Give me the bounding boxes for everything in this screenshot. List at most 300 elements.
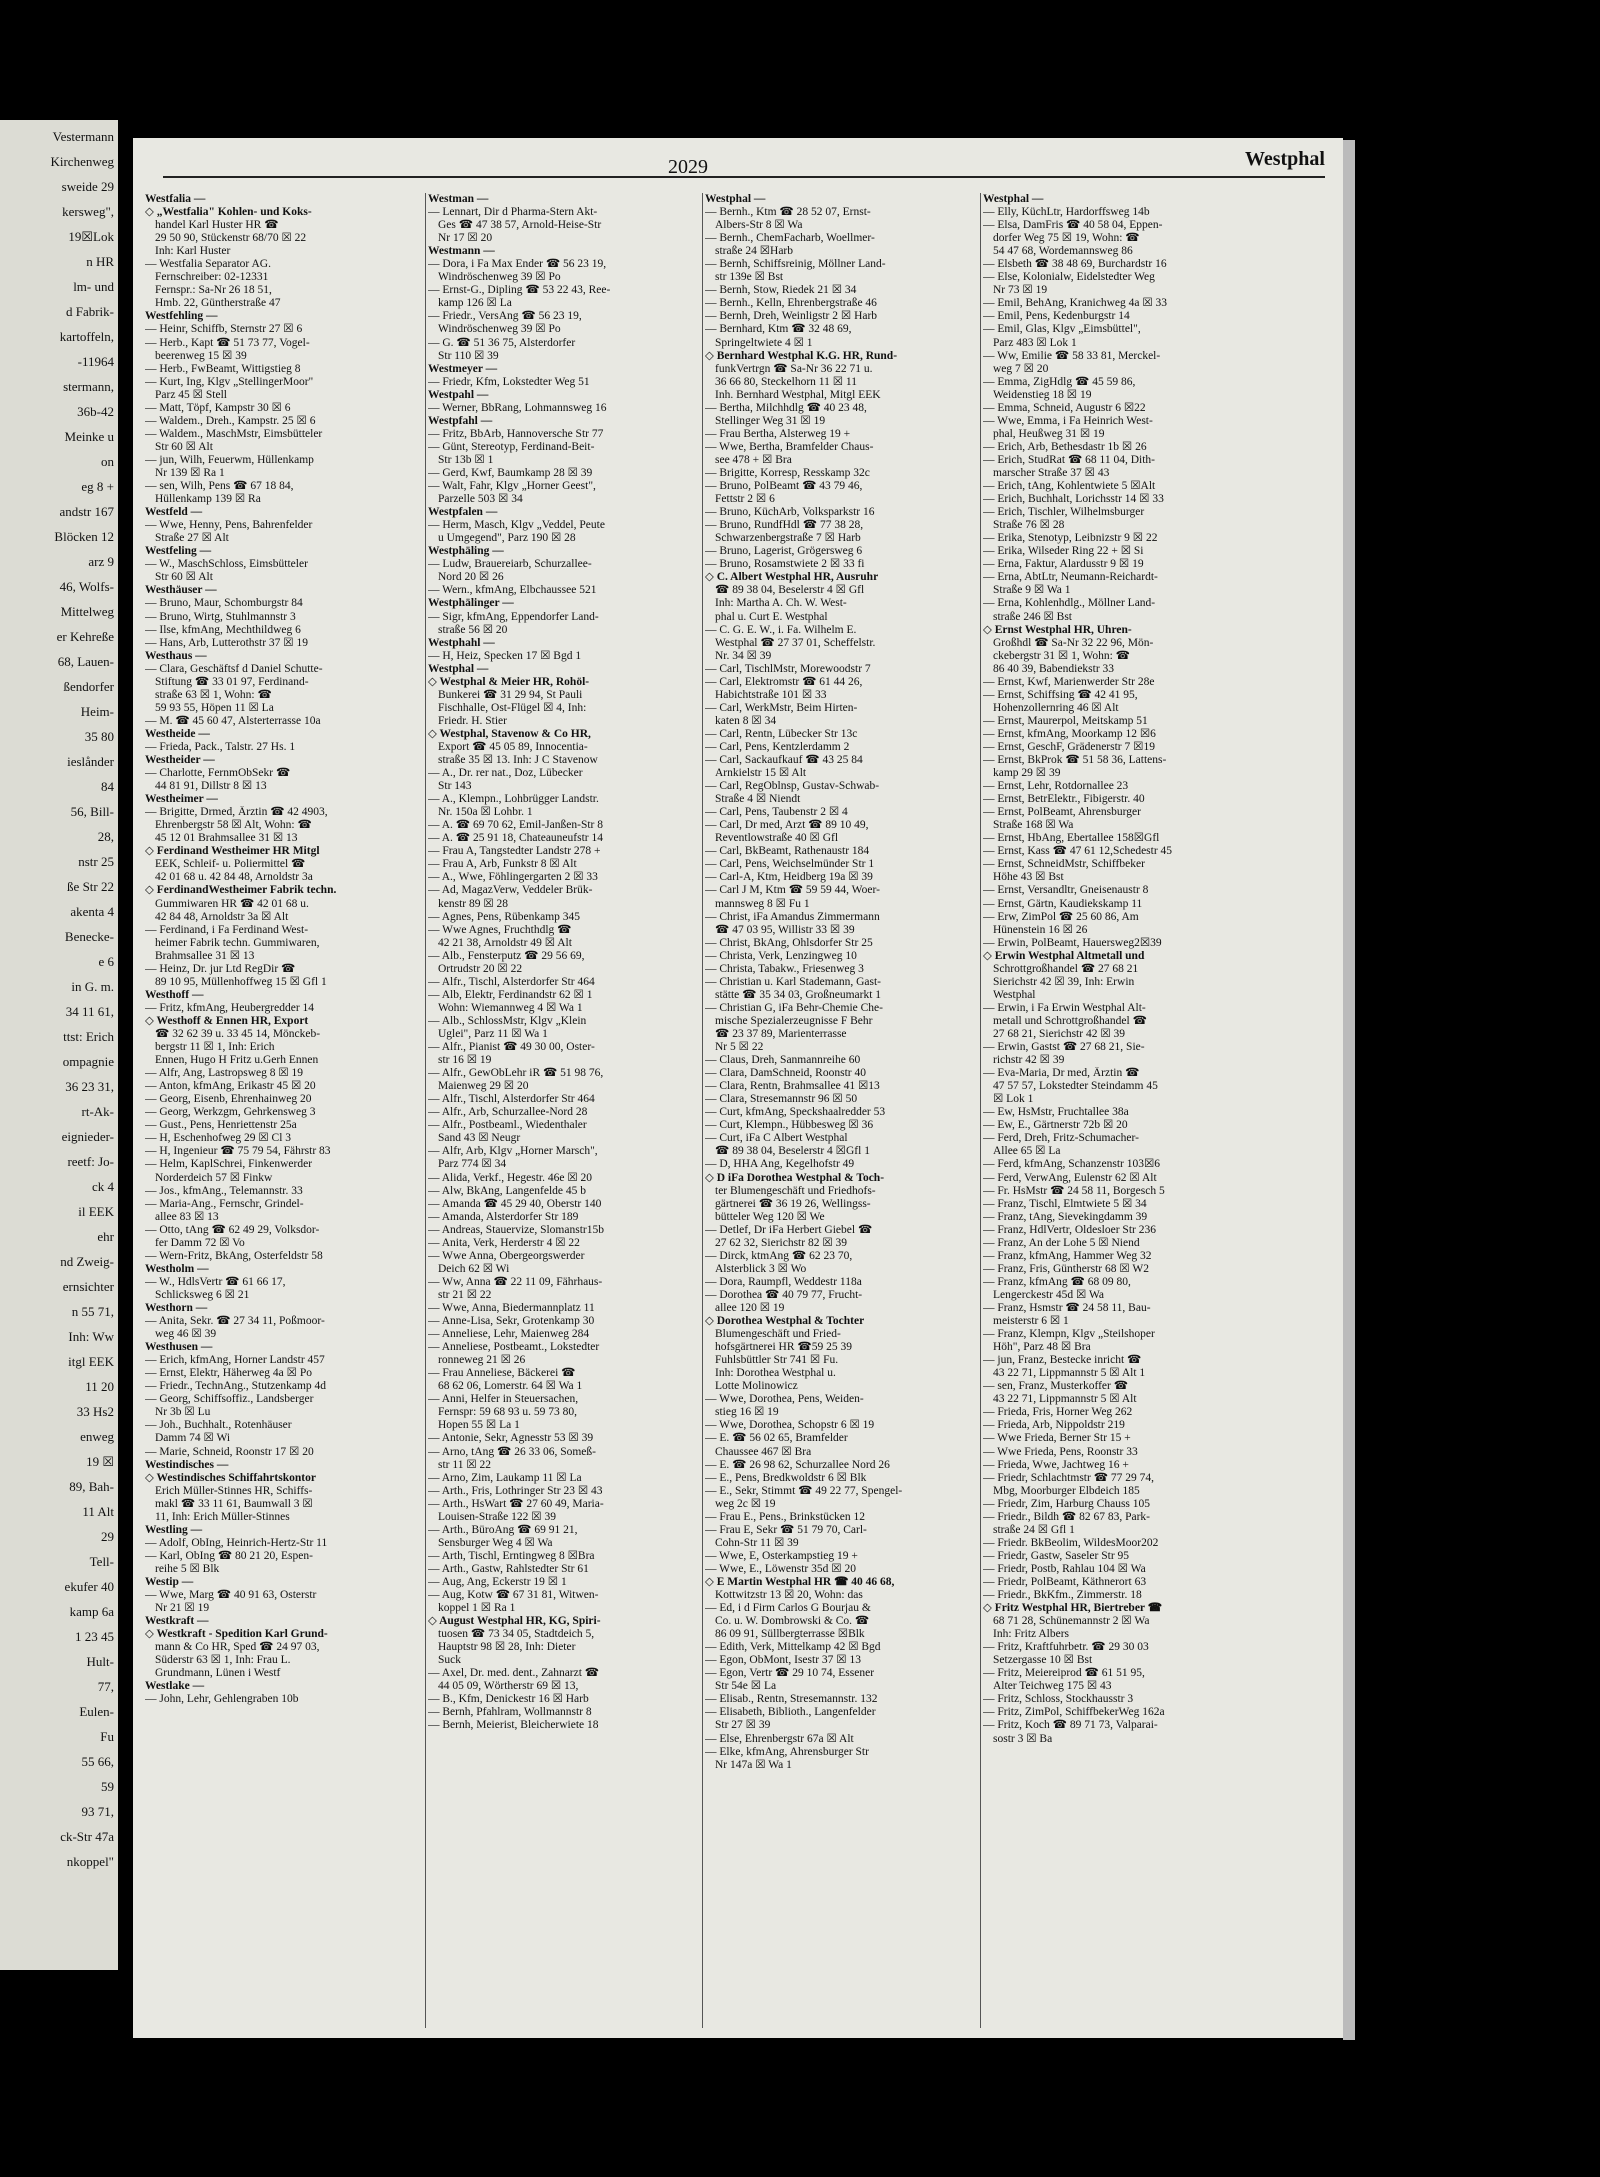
directory-entry-line: ☎ 47 03 95, Willistr 33 ☒ 39 — [715, 923, 855, 936]
directory-entry-line: — Wwe, E, Osterkampstieg 19 + — [705, 1549, 858, 1562]
directory-entry-line: katen 8 ☒ 34 — [715, 714, 777, 727]
directory-entry-line: — Werner, BbRang, Lohmannsweg 16 — [428, 401, 607, 414]
directory-entry-line: — Ad, MagazVerw, Veddeler Brük- — [428, 884, 593, 897]
directory-entry-line: — Friedr., TechnAng., Stutzenkamp 4d — [145, 1380, 327, 1393]
left-page-text-fragment: 77, — [97, 1679, 114, 1694]
directory-entry-line: — Fr. HsMstr ☎ 24 58 11, Borgesch 5 — [983, 1184, 1165, 1197]
directory-entry-line: Weidenstieg 18 ☒ 19 — [993, 388, 1092, 401]
directory-entry-line: — Carl-A, Ktm, Heidberg 19a ☒ 39 — [705, 871, 873, 884]
directory-entry-line: — Bernh, Meierist, Bleicherwiete 18 — [428, 1719, 599, 1732]
left-page-text-fragment: sweide 29 — [61, 179, 114, 194]
directory-entry-line: koppel 1 ☒ Ra 1 — [438, 1602, 516, 1615]
directory-entry-line: allee 83 ☒ 13 — [155, 1210, 219, 1223]
directory-entry-line: Inh. Bernhard Westphal, Mitgl EEK — [715, 388, 881, 401]
directory-entry-line: — Frau E., Pens., Brinkstücken 12 — [705, 1510, 866, 1523]
directory-entry-line: — Bruno, Maur, Schomburgstr 84 — [145, 597, 303, 610]
name-heading: Westphälinger — — [428, 597, 514, 610]
directory-entry-line: — Ew, HsMstr, Fruchtallee 38a — [983, 1106, 1129, 1119]
directory-entry-line: bütteler Weg 120 ☒ We — [715, 1210, 825, 1223]
left-page-text-fragment: Meinke u — [64, 429, 114, 444]
left-page-text-fragment: 19☒Lok — [68, 229, 114, 244]
directory-entry-line: 44 81 91, Dillstr 8 ☒ 13 — [155, 780, 267, 793]
directory-entry-line: Allee 65 ☒ La — [993, 1145, 1061, 1158]
directory-entry-line: Blumengeschäft und Fried- — [715, 1328, 841, 1341]
directory-entry-line: — Emma, Schneid, Augustr 6 ☒22 — [983, 401, 1146, 414]
left-page-text-fragment: eignieder- — [61, 1129, 114, 1144]
left-page-text-fragment: 11 20 — [85, 1379, 114, 1394]
directory-entry-line: Fernschreiber: 02-12331 — [155, 271, 269, 284]
column-divider — [702, 193, 703, 2028]
directory-entry-line: mann & Co HR, Sped ☎ 24 97 03, — [155, 1641, 320, 1654]
name-heading: Westmeyer — — [428, 362, 498, 375]
directory-entry-line: — E. ☎ 56 02 65, Bramfelder — [705, 1432, 848, 1445]
left-page-text-fragment: stermann, — [63, 379, 114, 394]
directory-entry-line: — Erich, StudRat ☎ 68 11 04, Dith- — [983, 453, 1156, 466]
directory-entry-line: — Ernst, BetrElektr., Fibigerstr. 40 — [983, 793, 1145, 806]
directory-entry-line: Inh: Karl Huster — [155, 245, 231, 258]
directory-entry-line: Chaussee 467 ☒ Bra — [715, 1445, 812, 1458]
directory-entry-line: — Gust., Pens, Henriettenstr 25a — [145, 1119, 297, 1132]
directory-entry-line: Inh: Dorothea Westphal u. — [715, 1367, 836, 1380]
left-page-text-fragment: 93 71, — [81, 1804, 114, 1819]
directory-entry-line: — Ernst, Kwf, Marienwerder Str 28e — [983, 675, 1155, 688]
directory-entry-line: — Friedr., VersAng ☎ 56 23 19, — [428, 310, 582, 323]
name-heading: Westphal — — [705, 193, 766, 205]
name-heading: Westfeld — — [145, 506, 203, 519]
directory-entry-line: — Wwe, Anna, Biedermannplatz 11 — [428, 1301, 595, 1314]
directory-entry-line: Alsterblick 3 ☒ Wo — [715, 1262, 807, 1275]
directory-entry-line: — Anni, Helfer in Steuersachen, — [428, 1393, 579, 1406]
name-heading: Westlake — — [145, 1680, 205, 1693]
directory-entry-line: 36 66 80, Steckelhorn 11 ☒ 11 — [715, 375, 858, 388]
directory-entry-line: Hauptstr 98 ☒ 28, Inh: Dieter — [438, 1641, 576, 1654]
directory-entry-line: — Aug, Ang, Eckerstr 19 ☒ 1 — [428, 1575, 567, 1588]
column-divider — [980, 193, 981, 2028]
directory-entry-line: 11, Inh: Erich Müller-Stinnes — [155, 1510, 290, 1523]
directory-entry-line: EEK, Schleif- u. Poliermittel ☎ — [155, 858, 306, 871]
directory-entry-line: — Ernst, Versandltr, Gneisenaustr 8 — [983, 884, 1149, 897]
directory-entry-line: — Georg, Werkzgm, Gehrkensweg 3 — [145, 1106, 316, 1119]
left-page-text-fragment: enweg — [80, 1429, 114, 1444]
directory-entry-line: — Bernh., Kelln, Ehrenbergstraße 46 — [705, 297, 877, 310]
left-page-text-fragment: in G. m. — [71, 979, 114, 994]
directory-entry-line: — D, HHA Ang, Kegelhofstr 49 — [705, 1158, 855, 1171]
directory-entry-line: — Friedr., BkKfm., Zimmerstr. 18 — [983, 1589, 1142, 1602]
directory-entry-line: — Erich, Buchhalt, Lorichsstr 14 ☒ 33 — [983, 493, 1164, 506]
directory-entry-line: — Christ, iFa Amandus Zimmermann — [705, 910, 880, 923]
directory-entry-line: — Bruno, Lagerist, Grögersweg 6 — [705, 545, 863, 558]
directory-entry-line: — Frieda, Pack., Talstr. 27 Hs. 1 — [145, 740, 296, 753]
directory-entry-line: 27 68 21, Sierichstr 42 ☒ 39 — [993, 1028, 1126, 1040]
directory-entry-line: — Bernh, Stow, Riedek 21 ☒ 34 — [705, 284, 857, 297]
directory-entry-line: weg 2c ☒ 19 — [715, 1497, 776, 1510]
directory-entry-line: Hüllenkamp 139 ☒ Ra — [155, 493, 261, 506]
directory-entry-line: — Franz, Fris, Güntherstr 68 ☒ W2 — [983, 1262, 1149, 1275]
name-heading: Westkraft — — [145, 1615, 209, 1628]
directory-entry-line: — Alfr., Tischl, Alsterdorfer Str 464 — [428, 1093, 595, 1106]
left-page-text-fragment: ernsichter — [62, 1279, 114, 1294]
directory-entry-line: ☎ 89 38 04, Beselerstr 4 ☒ Gfl — [715, 584, 865, 597]
directory-entry-line: Kottwitzstr 13 ☒ 20, Wohn: das — [715, 1589, 863, 1602]
directory-entry-line: — Wwe, Bertha, Bramfelder Chaus- — [705, 440, 874, 453]
column-4 — [983, 193, 1263, 2028]
directory-entry-line: — Alb., Fensterputz ☎ 29 56 69, — [428, 949, 585, 962]
directory-entry-line: phal, Heußweg 31 ☒ 19 — [993, 427, 1105, 440]
directory-entry-line: — Aug, Kotw ☎ 67 31 81, Witwen- — [428, 1589, 599, 1602]
directory-entry-line: — Bruno, PolBeamt ☎ 43 79 46, — [705, 480, 863, 493]
directory-entry-line: ◇ E Martin Westphal HR ☎ 40 46 68, — [705, 1575, 895, 1588]
directory-entry-line: — Arth., Gastw, Rahlstedter Str 61 — [428, 1562, 589, 1575]
directory-entry-line: 68 62 06, Lomerstr. 64 ☒ Wa 1 — [438, 1380, 583, 1393]
directory-entry-line: — Anneliese, Lehr, Maienweg 284 — [428, 1328, 590, 1341]
directory-entry-line: — Otto, tAng ☎ 62 49 29, Volksdor- — [145, 1223, 320, 1236]
directory-entry-line: — Heinz, Dr. jur Ltd RegDir ☎ — [145, 962, 296, 975]
directory-entry-line: — Anne-Lisa, Sekr, Grotenkamp 30 — [428, 1315, 595, 1328]
name-heading: Westpfahl — — [428, 414, 493, 427]
directory-entry-line: — Bruno, RundfHdl ☎ 77 38 28, — [705, 519, 864, 532]
left-page-text-fragment: e 6 — [98, 954, 114, 969]
name-heading: Westfalia — — [145, 193, 206, 205]
directory-entry-line: — Erwin, Gastst ☎ 27 68 21, Sie- — [983, 1041, 1145, 1054]
directory-entry-line: — Arno, Zim, Laukamp 11 ☒ La — [428, 1471, 582, 1484]
directory-entry-line: ◇ D iFa Dorothea Westphal & Toch- — [705, 1171, 885, 1184]
directory-entry-line: — Heinr, Schiffb, Sternstr 27 ☒ 6 — [145, 323, 303, 336]
directory-entry-line: — Curt, iFa C Albert Westphal — [705, 1132, 848, 1145]
left-page-text-fragment: ßendorfer — [63, 679, 114, 694]
left-page-text-fragment: Mittelweg — [60, 604, 114, 619]
directory-entry-line: ◇ Ernst Westphal HR, Uhren- — [983, 623, 1132, 636]
left-page-text-fragment: nkoppel" — [66, 1854, 114, 1869]
left-page-text-fragment: Benecke- — [64, 929, 114, 944]
directory-entry-line: — Herm, Masch, Klgv „Veddel, Peute — [428, 519, 605, 532]
directory-entry-line: Grundmann, Lünen i Westf — [155, 1667, 281, 1680]
directory-entry-line: — Friedr, Gastw, Saseler Str 95 — [983, 1549, 1130, 1562]
left-page-text-fragment: ompagnie — [62, 1054, 114, 1069]
left-page-text-fragment: lm- und — [73, 279, 114, 294]
directory-entry-line: allee 120 ☒ 19 — [715, 1301, 785, 1314]
name-heading: Westindisches — — [145, 1458, 229, 1471]
directory-entry-line: — Wwe, Dorothea, Pens, Weiden- — [705, 1393, 864, 1406]
directory-entry-line: Westphal ☎ 27 37 01, Scheffelstr. — [715, 636, 876, 649]
directory-entry-line: — Emil, Pens, Kedenburgstr 14 — [983, 310, 1130, 323]
directory-entry-line: — Walt, Fahr, Klgv „Horner Geest", — [428, 480, 596, 493]
directory-entry-line: — Carl, Elektromstr ☎ 61 44 26, — [705, 675, 863, 688]
left-page-text-fragment: reetf: Jo- — [67, 1154, 114, 1169]
directory-entry-line: ◇ Bernhard Westphal K.G. HR, Rund- — [705, 349, 898, 362]
directory-entry-line: straße 246 ☒ Bst — [993, 610, 1072, 623]
directory-entry-line: makl ☎ 33 11 61, Baumwall 3 ☒ — [155, 1497, 313, 1510]
directory-entry-line: Hopen 55 ☒ La 1 — [438, 1419, 520, 1432]
directory-entry-line: — jun, Franz, Bestecke inricht ☎ — [983, 1354, 1142, 1367]
directory-entry-line: — Edith, Verk, Mittelkamp 42 ☒ Bgd — [705, 1641, 881, 1654]
directory-entry-line: ◇ FerdinandWestheimer Fabrik techn. — [145, 884, 337, 897]
directory-entry-line: Str 54e ☒ La — [715, 1680, 777, 1693]
directory-entry-line: — Bertha, Milchhdlg ☎ 40 23 48, — [705, 401, 867, 414]
directory-entry-line: — Wwe, Marg ☎ 40 91 63, Osterstr — [145, 1589, 317, 1602]
directory-entry-line: Maienweg 29 ☒ 20 — [438, 1080, 529, 1093]
name-heading: Westling — — [145, 1523, 203, 1536]
directory-entry-line: — Waldem., MaschMstr, Eimsbütteler — [145, 427, 323, 440]
directory-entry-line: — Ferd, Dreh, Fritz-Schumacher- — [983, 1132, 1139, 1145]
directory-entry-line: dorfer Weg 75 ☒ 19, Wohn: ☎ — [993, 232, 1140, 245]
directory-entry-line: — Andreas, Stauervize, Slomanstr15b — [428, 1223, 604, 1236]
directory-entry-line: — Frieda, Wwe, Jachtweg 16 + — [983, 1458, 1129, 1471]
name-heading: Westpfalen — — [428, 506, 498, 519]
directory-entry-line: — Alida, Verkf., Hegestr. 46e ☒ 20 — [428, 1171, 593, 1184]
left-page-text-fragment: kersweg", — [62, 204, 114, 219]
directory-entry-line: — Bernh., Ktm ☎ 28 52 07, Ernst- — [705, 206, 871, 219]
directory-entry-line: 86 09 91, Süllbergterrasse ☒Blk — [715, 1628, 865, 1641]
directory-entry-line: — Erna, Faktur, Alardusstr 9 ☒ 19 — [983, 558, 1144, 571]
directory-entry-line: — Brigitte, Drmed, Ärztin ☎ 42 4903, — [145, 806, 328, 819]
directory-entry-line: ◇ Westhoff & Ennen HR, Export — [145, 1014, 309, 1027]
directory-entry-line: — Wern-Fritz, BkAng, Osterfeldstr 58 — [145, 1249, 323, 1262]
directory-entry-line: handel Karl Huster HR ☎ — [155, 219, 279, 232]
directory-entry-line: — Alb., SchlossMstr, Klgv „Klein — [428, 1014, 587, 1027]
directory-entry-line: Uglei", Parz 11 ☒ Wa 1 — [438, 1028, 548, 1040]
directory-entry-line: Parzelle 503 ☒ 34 — [438, 493, 523, 506]
name-heading: Westphal — — [983, 193, 1044, 205]
column-divider — [425, 193, 426, 2028]
directory-entry-line: ronneweg 21 ☒ 26 — [438, 1354, 526, 1367]
left-page-text-fragment: nd Zweig- — [60, 1254, 114, 1269]
directory-entry-line: — A., Dr. rer nat., Doz, Lübecker — [428, 767, 583, 780]
directory-entry-line: mische Spezialerzeugnisse F Behr — [715, 1014, 873, 1027]
directory-page — [133, 138, 1343, 2038]
directory-entry-line: phal u. Curt E. Westphal — [715, 610, 828, 623]
directory-entry-line: — A., Wwe, Föhlingergarten 2 ☒ 33 — [428, 871, 598, 884]
left-page-text-fragment: d Fabrik- — [65, 304, 114, 319]
directory-entry-line: stätte ☎ 35 34 03, Großneumarkt 1 — [715, 988, 882, 1001]
directory-entry-line: — Ernst-G., Dipling ☎ 53 22 43, Ree- — [428, 284, 611, 297]
directory-entry-line: — Amanda, Alsterdorfer Str 189 — [428, 1210, 579, 1223]
directory-entry-line: — sen, Franz, Musterkoffer ☎ — [983, 1380, 1129, 1393]
directory-entry-line: — Marie, Schneid, Roonstr 17 ☒ 20 — [145, 1445, 314, 1458]
directory-entry-line: ☎ 23 37 89, Marienterrasse — [715, 1028, 847, 1040]
directory-entry-line: — Ilse, kfmAng, Mechthildweg 6 — [145, 623, 301, 636]
directory-entry-line: Wohn: Wiemannweg 4 ☒ Wa 1 — [438, 1001, 583, 1014]
directory-entry-line: — H, Eschenhofweg 29 ☒ Cl 3 — [145, 1132, 292, 1145]
directory-entry-line: — Carl, WerkMstr, Beim Hirten- — [705, 701, 858, 714]
directory-entry-line: Co. u. W. Dombrowski & Co. ☎ — [715, 1615, 870, 1628]
directory-entry-line: Norderdeich 57 ☒ Finkw — [155, 1171, 273, 1184]
directory-entry-line: — E., Pens, Bredkwoldstr 6 ☒ Blk — [705, 1471, 867, 1484]
directory-entry-line: 44 05 09, Wörtherstr 69 ☒ 13, — [438, 1680, 579, 1693]
directory-entry-line: Lengerckestr 45d ☒ Wa — [993, 1288, 1105, 1301]
directory-entry-line: 43 22 71, Lippmannstr 5 ☒ Alt — [993, 1393, 1137, 1406]
directory-entry-line: — Ernst, BkProk ☎ 51 58 36, Lattens- — [983, 754, 1167, 767]
directory-entry-line: — Frieda, Arb, Nippoldstr 219 — [983, 1419, 1125, 1432]
directory-entry-line: — Elsa, DamFris ☎ 40 58 04, Eppen- — [983, 219, 1163, 232]
directory-entry-line: — Jos., kfmAng., Telemannstr. 33 — [145, 1184, 303, 1197]
directory-entry-line: 68 71 28, Schünemannstr 2 ☒ Wa — [993, 1615, 1150, 1628]
name-heading: Westholm — — [145, 1262, 209, 1275]
directory-entry-line: — Frieda, Fris, Horner Weg 262 — [983, 1406, 1133, 1419]
directory-entry-line: Cohn-Str 11 ☒ 39 — [715, 1536, 799, 1549]
directory-entry-line: — Egon, ObMont, Isestr 37 ☒ 13 — [705, 1654, 861, 1667]
directory-entry-line: — Friedr., Bildh ☎ 82 67 83, Park- — [983, 1510, 1151, 1523]
directory-entry-line: — Franz, tAng, Sievekingdamm 39 — [983, 1210, 1148, 1223]
directory-entry-line: gärtnerei ☎ 36 19 26, Wellingss- — [715, 1197, 871, 1210]
directory-entry-line: — Christa, Verk, Lenzingweg 10 — [705, 949, 857, 962]
directory-entry-line: Fettstr 2 ☒ 6 — [715, 493, 775, 506]
directory-entry-line: — Ferd, kfmAng, Schanzenstr 103☒6 — [983, 1158, 1161, 1171]
directory-entry-line: 45 12 01 Brahmsallee 31 ☒ 13 — [155, 832, 298, 845]
left-page-edge — [0, 120, 118, 1970]
directory-entry-line: — Franz, Klempn, Klgv „Steilshoper — [983, 1328, 1155, 1341]
directory-entry-line: — Clara, Rentn, Brahmsallee 41 ☒13 — [705, 1080, 880, 1093]
directory-entry-line: — Carl, Pens, Weichselmünder Str 1 — [705, 858, 875, 871]
directory-entry-line: Windröschenweg 39 ☒ Po — [438, 271, 561, 284]
left-page-text-fragment: Eulen- — [79, 1704, 114, 1719]
directory-entry-line: Str 143 — [438, 780, 472, 793]
directory-entry-line: — Ernst, SchneidMstr, Schiffbeker — [983, 858, 1145, 871]
directory-entry-line: — Alfr., Postbeaml., Wiedenthaler — [428, 1119, 587, 1132]
directory-entry-line: — Fritz, ZimPol, SchiffbekerWeg 162a — [983, 1706, 1165, 1719]
directory-entry-line: Habichtstraße 101 ☒ 33 — [715, 688, 827, 701]
name-heading: Westman — — [428, 193, 489, 205]
directory-entry-line: — Ed, i d Firm Carlos G Bourjau & — [705, 1602, 871, 1615]
directory-entry-line: — Emil, BehAng, Kranichweg 4a ☒ 33 — [983, 297, 1168, 310]
directory-entry-line: — Dora, Raumpfl, Weddestr 118a — [705, 1275, 862, 1288]
left-page-text-fragment: ße Str 22 — [67, 879, 114, 894]
directory-entry-line: — Alb, Elektr, Ferdinandstr 62 ☒ 1 — [428, 988, 593, 1001]
directory-entry-line: — Dora, i Fa Max Ender ☎ 56 23 19, — [428, 258, 607, 271]
directory-entry-line: Nr 17 ☒ 20 — [438, 232, 493, 245]
left-page-text-fragment: 84 — [101, 779, 114, 794]
directory-entry-line: Hohenzollernring 46 ☒ Alt — [993, 701, 1119, 714]
directory-entry-line: 42 84 48, Arnoldstr 3a ☒ Alt — [155, 910, 289, 923]
left-page-text-fragment: 29 — [101, 1529, 114, 1544]
name-heading: Westheimer — — [145, 793, 218, 806]
directory-entry-line: Reventlowstraße 40 ☒ Gfl — [715, 832, 839, 845]
directory-entry-line: Straße 27 ☒ Alt — [155, 532, 229, 545]
directory-entry-line: — Detlef, Dr iFa Herbert Giebel ☎ — [705, 1223, 873, 1236]
left-page-text-fragment: kamp 6a — [69, 1604, 114, 1619]
directory-entry-line: — Wern., kfmAng, Elbchaussee 521 — [428, 584, 597, 597]
left-page-text-fragment: n 55 71, — [71, 1304, 114, 1319]
directory-entry-line: 42 21 38, Arnoldstr 49 ☒ Alt — [438, 936, 572, 949]
directory-entry-line: — Arno, tAng ☎ 26 33 06, Someß- — [428, 1445, 596, 1458]
directory-entry-line: — Dorothea ☎ 40 79 77, Frucht- — [705, 1288, 863, 1301]
directory-entry-line: — Ernst, Lehr, Rotdornallee 23 — [983, 780, 1129, 793]
directory-entry-line: Springeltwiete 4 ☒ 1 — [715, 336, 813, 349]
directory-entry-line: Parz 483 ☒ Lok 1 — [993, 336, 1077, 349]
directory-entry-line: — Amanda ☎ 45 29 40, Oberstr 140 — [428, 1197, 602, 1210]
directory-entry-line: — Fritz, Schloss, Stockhausstr 3 — [983, 1693, 1134, 1706]
directory-entry-line: — Ernst, HbAng, Ebertallee 158☒Gfl — [983, 832, 1160, 845]
left-page-text-fragment: 68, Lauen- — [57, 654, 114, 669]
directory-entry-line: — Curt, kfmAng, Speckshaalredder 53 — [705, 1106, 886, 1119]
directory-entry-line: — Arth., HsWart ☎ 27 60 49, Maria- — [428, 1497, 604, 1510]
directory-entry-line: — Franz, Tischl, Elmtwiete 5 ☒ 34 — [983, 1197, 1147, 1210]
directory-entry-line: Nr. 34 ☒ 39 — [715, 649, 772, 662]
name-heading: Westhorn — — [145, 1301, 208, 1314]
directory-entry-line: see 478 + ☒ Bra — [715, 453, 792, 466]
directory-entry-line: — Ernst, Schiffsing ☎ 42 41 95, — [983, 688, 1138, 701]
directory-entry-line: — Curt, Klempn., Hübbesweg ☒ 36 — [705, 1119, 874, 1132]
directory-entry-line: — Frau Bertha, Alsterweg 19 + — [705, 427, 851, 440]
directory-entry-line: Ortrudstr 20 ☒ 22 — [438, 962, 523, 975]
directory-entry-line: funkVertrgn ☎ Sa-Nr 36 22 71 u. — [715, 362, 873, 375]
directory-entry-line: Lotte Molinowicz — [715, 1380, 798, 1393]
name-heading: Westphahl — — [428, 636, 495, 649]
directory-entry-line: Nr 5 ☒ 22 — [715, 1041, 764, 1054]
directory-entry-line: Süderstr 63 ☒ 1, Inh: Frau L. — [155, 1654, 291, 1667]
directory-entry-line: straße 35 ☒ 13. Inh: J C Stavenow — [438, 754, 598, 767]
left-page-text-fragment: 34 11 61, — [65, 1004, 114, 1019]
directory-entry-line: — H, Ingenieur ☎ 75 79 54, Fährstr 83 — [145, 1145, 331, 1158]
directory-entry-line: — Wwe Agnes, Fruchthdlg ☎ — [428, 923, 572, 936]
left-page-text-fragment: Tell- — [89, 1554, 114, 1569]
directory-entry-line: — Fritz, kfmAng, Heubergredder 14 — [145, 1001, 315, 1014]
directory-entry-line: Nord 20 ☒ 26 — [438, 571, 504, 584]
left-page-text-fragment: andstr 167 — [59, 504, 114, 519]
directory-entry-line: Straße 4 ☒ Niendt — [715, 793, 801, 806]
name-heading: Westhoff — — [145, 988, 204, 1001]
name-heading: Westhaus — — [145, 649, 207, 662]
directory-entry-line: 42 01 68 u. 42 84 48, Arnoldstr 3a — [155, 871, 313, 884]
directory-entry-line: Str 110 ☒ 39 — [438, 349, 499, 362]
directory-entry-line: — Fritz, BbArb, Hannoversche Str 77 — [428, 427, 604, 440]
directory-entry-line: — Bernhard, Ktm ☎ 32 48 69, — [705, 323, 852, 336]
directory-entry-line: — Franz, kfmAng ☎ 68 09 80, — [983, 1275, 1131, 1288]
left-page-text-fragment: Vestermann — [52, 129, 114, 144]
directory-entry-line: Str 27 ☒ 39 — [715, 1719, 771, 1732]
directory-entry-line: — Erwin, i Fa Erwin Westphal Alt- — [983, 1001, 1146, 1014]
directory-entry-line: — Anita, Verk, Herderstr 4 ☒ 22 — [428, 1236, 580, 1249]
directory-entry-line: — Charlotte, FernmObSekr ☎ — [145, 767, 291, 780]
directory-entry-line: Straße 168 ☒ Wa — [993, 819, 1074, 832]
directory-entry-line: Hünenstein 16 ☒ 26 — [993, 923, 1088, 936]
directory-entry-line: — Wwe Anna, Obergeorgswerder — [428, 1249, 585, 1262]
directory-entry-line: — Herb., Kapt ☎ 51 73 77, Vogel- — [145, 336, 310, 349]
directory-entry-line: — A. ☎ 25 91 18, Chateauneufstr 14 — [428, 832, 603, 845]
directory-entry-line: — Emil, Glas, Klgv „Eimsbüttel", — [983, 323, 1141, 336]
directory-entry-line: — Gerd, Kwf, Baumkamp 28 ☒ 39 — [428, 466, 593, 479]
directory-entry-line: — Elisabeth, Biblioth., Langenfelder — [705, 1706, 876, 1719]
directory-entry-line: ☎ 32 62 39 u. 33 45 14, Mönckeb- — [155, 1028, 321, 1040]
directory-entry-line: Albers-Str 8 ☒ Wa — [715, 219, 803, 232]
directory-entry-line: — E. ☎ 26 98 62, Schurzallee Nord 26 — [705, 1458, 890, 1471]
left-page-text-fragment: Blöcken 12 — [54, 529, 114, 544]
directory-entry-line: — Wwe, E., Löwenstr 35d ☒ 20 — [705, 1562, 856, 1575]
directory-entry-line: — Kurt, Ing, Klgv „StellingerMoor" — [145, 375, 314, 388]
directory-entry-line: — Clara, Stresemannstr 96 ☒ 50 — [705, 1093, 858, 1106]
directory-entry-line: — Alfr., Arb, Schurzallee-Nord 28 — [428, 1106, 588, 1119]
directory-entry-line: — Elke, kfmAng, Ahrensburger Str — [705, 1745, 869, 1758]
directory-entry-line: 54 47 68, Wordemannsweg 86 — [993, 245, 1133, 258]
directory-entry-line: straße 56 ☒ 20 — [438, 623, 508, 636]
left-page-text-fragment: er Kehreße — [56, 629, 114, 644]
directory-entry-line: Sierichstr 42 ☒ 39, Inh: Erwin — [993, 975, 1135, 988]
directory-entry-line: — Erich, Tischler, Wilhelmsburger — [983, 506, 1145, 519]
directory-entry-line: — Ernst, Kass ☎ 47 61 12,Schedestr 45 — [983, 845, 1173, 858]
directory-entry-line: — Karl, ObIng ☎ 80 21 20, Espen- — [145, 1549, 313, 1562]
directory-entry-line: — Waldem., Dreh., Kampstr. 25 ☒ 6 — [145, 414, 316, 427]
directory-entry-line: Fernspr: 59 68 93 u. 59 73 80, — [438, 1406, 577, 1419]
directory-entry-line: — W., HdlsVertr ☎ 61 66 17, — [145, 1275, 286, 1288]
left-page-text-fragment: 35 80 — [84, 729, 114, 744]
column-3 — [705, 193, 985, 2028]
directory-entry-line: metall und Schrottgroßhandel ☎ — [993, 1014, 1147, 1027]
directory-entry-line: — Claus, Dreh, Sanmannreihe 60 — [705, 1054, 861, 1067]
directory-entry-line: — Erw, ZimPol ☎ 25 60 86, Am — [983, 910, 1139, 923]
left-page-text-fragment: ehr — [97, 1229, 114, 1244]
directory-entry-line: — Carl, Sackaufkauf ☎ 43 25 84 — [705, 754, 863, 767]
directory-entry-line: str 16 ☒ 19 — [438, 1054, 492, 1067]
directory-entry-line: Setzergasse 10 ☒ Bst — [993, 1654, 1093, 1667]
